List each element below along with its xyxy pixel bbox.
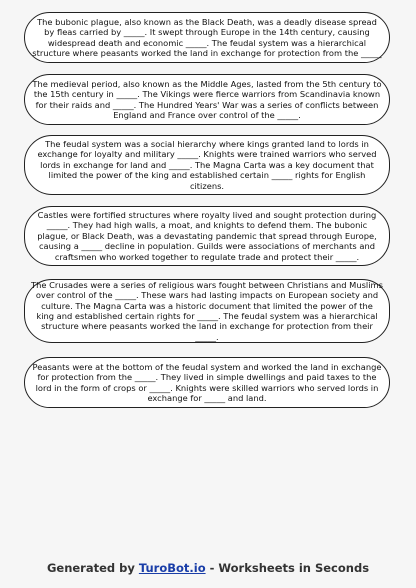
passage-text: The bubonic plague, also known as the Black Death, was a deadly disease spread by fleas carried by _____. It swept through Europe in the 14th century, causing widespread death and economic _____. The feudal system was a hierarchical structure where peasants worked the land in exchange for protection from the _____ <box>32 16 382 58</box>
passage-card-5 <box>24 279 390 343</box>
passage-text: Castles were fortified structures where royalty lived and sought protection during _____. They had high walls, a moat, and knights to defend them. The bubonic plague, or Black Death, was a devastating pandemic that spread through Europe, causing a _____ decline in population. Guilds were associations of merchants and craftsmen who worked together to regulate trade and protect their _____. <box>37 209 377 262</box>
passage-card-1 <box>24 12 390 63</box>
passage-card-6 <box>24 357 390 408</box>
passage-card-3 <box>24 135 390 195</box>
footer-suffix: - Worksheets in Seconds <box>205 561 370 575</box>
passage-text: Peasants were at the bottom of the feudal system and worked the land in exchange for protection from the _____. They lived in simple dwellings and paid taxes to the lord in the form of crops or _____. Knights were skilled warriors who served lords in exchange for _____ and land. <box>32 361 382 403</box>
passage-text: The medieval period, also known as the Middle Ages, lasted from the 5th century to the 15th century in _____. The Vikings were fierce warriors from Scandinavia known for their raids and _____. The Hundred Years' War was a series of conflicts between England and France over control of the _____. <box>32 78 382 120</box>
footer-prefix: Generated by <box>46 561 139 575</box>
footer <box>0 561 416 575</box>
passage-card-2 <box>24 74 390 125</box>
passage-text: The feudal system was a social hierarchy where kings granted land to lords in exchange for loyalty and military _____. Knights were trained warriors who served lords in exchange for land and _____. The Magna Carta was a key document that limited the power of the king and established certain _____ rights for English citizens. <box>37 138 377 191</box>
passage-card-4 <box>24 206 390 266</box>
passage-text: The Crusades were a series of religious wars fought between Christians and Muslims over control of the _____. These wars had lasting impacts on European society and culture. The Magna Carta was a historic document that limited the power of the king and established certain rights for _____. The feudal system was a hierarchical structure where peasants worked the land in exchange for protection from their _____. <box>31 279 383 342</box>
brand-link[interactable]: TuroBot.io <box>138 561 206 575</box>
